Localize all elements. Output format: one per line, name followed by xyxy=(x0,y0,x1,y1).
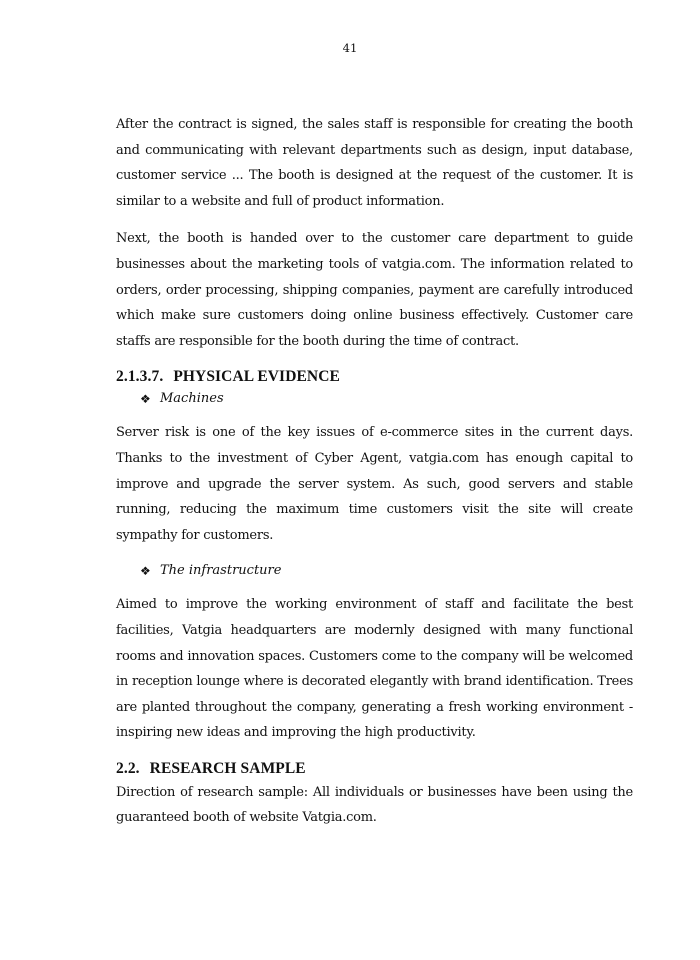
section-number: 2.2. xyxy=(116,759,140,777)
section-number: 2.1.3.7. xyxy=(116,368,164,386)
paragraph-server-risk: Server risk is one of the key issues of e-commerce sites in the current days. Thanks to the investment of Cyber Agent, vatgia.com has enough capital to improve and upgrade the server system. As such, good servers and stable running, reducing the maximum time customers visit the site will create sympathy for customers. xyxy=(116,425,633,543)
section-title: PHYSICAL EVIDENCE xyxy=(173,368,340,386)
section-heading-research-sample xyxy=(116,758,633,780)
paragraph-research-sample: Direction of research sample: All individuals or businesses have been using the guaranteed booth of website Vatgia.com. xyxy=(116,784,633,826)
paragraph-customer-care: Next, the booth is handed over to the customer care department to guide businesses about the marketing tools of vatgia.com. The information related to orders, order processing, shipping companies, payment are carefully introduced which make sure customers doing online business effectively. Customer care staffs are responsible for the booth during the time of contract. xyxy=(116,231,633,349)
page-number: 41 xyxy=(342,41,358,55)
diamond-bullet-icon: ❖ xyxy=(140,392,151,407)
paragraph-headquarters: Aimed to improve the working environment of staff and facilitate the best facilities, Vatgia headquarters are modernly designed with many functional rooms and innovation spaces. Customers come to the company will be welcomed in reception lounge where is decorated elegantly with brand identification. Trees are planted throughout the company, generating a fresh working environment - inspiring new ideas and improving the high productivity. xyxy=(116,597,633,741)
section-heading-physical-evidence xyxy=(116,366,633,388)
page-content xyxy=(116,112,633,843)
bullet-machines xyxy=(140,388,633,410)
bullet-label: The infrastructure xyxy=(160,563,282,579)
diamond-bullet-icon: ❖ xyxy=(140,564,151,579)
section-title: RESEARCH SAMPLE xyxy=(149,759,306,777)
bullet-infrastructure xyxy=(140,560,633,582)
paragraph-contract-booth: After the contract is signed, the sales staff is responsible for creating the booth and communicating with relevant departments such as design, input database, customer service ... The booth is designed at the request of the customer. It is similar to a website and full of product information. xyxy=(116,117,633,209)
bullet-label: Machines xyxy=(160,391,224,407)
